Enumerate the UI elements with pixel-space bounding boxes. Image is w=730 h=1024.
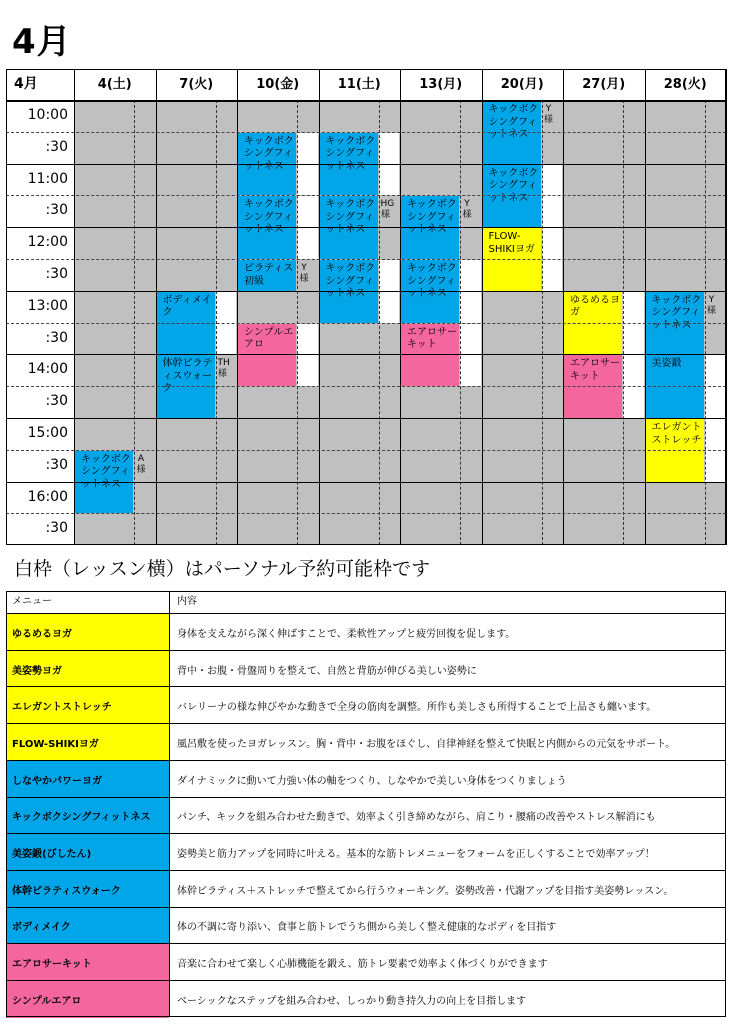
reserved-mark: Y様: [299, 263, 309, 284]
lesson-block: キックボクシングフィットネス: [401, 260, 459, 323]
column-line: [726, 69, 727, 545]
legend-menu-name: 美姿勢ヨガ: [6, 651, 169, 688]
time-label: :30: [45, 329, 68, 346]
legend-menu-name: FLOW-SHIKIヨガ: [6, 724, 169, 761]
personal-slot-note: 白枠（レッスン横）はパーソナル予約可能枠です: [14, 558, 431, 580]
legend-description: 背中・お腹・骨盤周りを整えて、自然と背筋が伸びる美しい姿勢に: [177, 665, 477, 677]
reserved-mark: Y様: [706, 294, 716, 316]
time-label: 10:00: [27, 107, 68, 123]
lesson-block: 体幹ピラティスウォーク: [157, 355, 215, 418]
lesson-block: FLOW-SHIKIヨガ: [483, 228, 541, 291]
lesson-block: キックボクシングフィットネス: [320, 260, 378, 323]
lesson-block: エレガントストレッチ: [646, 419, 704, 482]
legend-frame: [6, 591, 726, 1017]
lesson-block: ボディメイク: [157, 292, 215, 355]
legend-header-menu: メニュー: [12, 596, 52, 607]
legend-header-content: 内容: [177, 596, 197, 607]
lesson-block: キックボクシングフィットネス: [483, 165, 541, 228]
reserved-mark: Y様: [543, 104, 553, 125]
lesson-block: エアロサーキット: [564, 355, 622, 418]
time-label: :30: [45, 456, 68, 473]
legend-menu-name: エレガントストレッチ: [6, 687, 169, 724]
lesson-block: ゆるめるヨガ: [564, 292, 622, 355]
legend-description: バレリーナの様な伸びやかな動きで全身の筋肉を調整。所作も美しさも所得することで上品さも纏います。: [177, 702, 657, 714]
lesson-block: キックボクシングフィットネス: [646, 292, 704, 355]
time-label: 16:00: [27, 488, 68, 505]
lesson-block: キックボクシングフィットネス: [483, 101, 541, 164]
legend-description: ダイナミックに動いて力強い体の軸をつくり、しなやかで美しい身体をつくりましょう: [177, 775, 567, 787]
legend-menu-name: エアロサーキット: [6, 944, 169, 981]
time-label: 15:00: [27, 425, 68, 441]
legend-description: 体幹ピラティス＋ストレッチで整えてから行うウォーキング。姿勢改善・代謝アップを目指す美姿勢レッスン。: [177, 885, 674, 897]
time-label: :30: [45, 138, 68, 155]
legend-description: 音楽に合わせて楽しく心肺機能を鍛え、筋トレ要素で効率よく体づくりができます: [177, 959, 548, 971]
legend-description: 姿勢美と筋力アップを同時に叶える。基本的な筋トレメニューをフォームを正しくすることで効率アップ！: [177, 849, 655, 861]
schedule-frame: [6, 69, 726, 545]
day-header: 7(火): [179, 77, 214, 92]
time-label: 12:00: [27, 234, 68, 251]
time-label: 14:00: [27, 361, 68, 378]
page-title: 4月: [12, 22, 72, 62]
lesson-block: キックボクシングフィットネス: [320, 133, 378, 196]
lesson-block: キックボクシングフィットネス: [75, 451, 133, 514]
legend-description: 身体を支えながら深く伸ばすことで、柔軟性アップと疲労回復を促します。: [177, 628, 516, 640]
lesson-block: キックボクシングフィットネス: [320, 196, 378, 259]
day-header: 10(金): [256, 77, 300, 92]
lesson-block: キックボクシングフィットネス: [401, 196, 459, 259]
legend-menu-name: シンプルエアロ: [6, 981, 169, 1018]
lesson-block: キックボクシングフィットネス: [238, 196, 296, 259]
day-header: 20(月): [500, 77, 544, 92]
day-header: 28(火): [663, 77, 707, 92]
lesson-block: シンプルエアロ: [238, 324, 296, 387]
legend-menu-name: 美姿鍛(びしたん): [6, 834, 169, 871]
time-label: :30: [45, 393, 68, 410]
time-label: 13:00: [27, 297, 68, 314]
legend-menu-name: ボディメイク: [6, 908, 169, 945]
lesson-block: ピラティス初級: [238, 260, 296, 291]
corner-cell: 4月: [14, 76, 38, 92]
legend-menu-name: しなやかパワーヨガ: [6, 761, 169, 798]
reserved-mark: TH様: [217, 358, 230, 380]
reserved-mark: Y様: [462, 199, 472, 221]
legend-menu-name: ゆるめるヨガ: [6, 614, 169, 651]
lesson-block: キックボクシングフィットネス: [238, 133, 296, 196]
legend-description: ベーシックなステップを組み合わせ、しっかり動き持久力の向上を目指します: [177, 995, 527, 1007]
day-header: 13(月): [419, 77, 463, 92]
lesson-block: エアロサーキット: [401, 324, 459, 387]
time-label: :30: [45, 520, 68, 537]
schedule-table: [6, 69, 726, 545]
time-label: :30: [45, 266, 68, 282]
lesson-block: 美姿鍛: [646, 355, 704, 418]
legend-menu-name: 体幹ピラティスウォーク: [6, 871, 169, 908]
day-header: 27(月): [582, 77, 626, 92]
day-header: 11(土): [337, 77, 381, 92]
day-header: 4(土): [97, 77, 132, 92]
legend-menu-name: キックボクシングフィットネス: [6, 798, 169, 835]
legend-description: 体の不調に寄り添い、食事と筋トレでうち側から美しく整え健康的なボディを目指す: [177, 922, 557, 934]
time-label: 11:00: [27, 170, 68, 187]
legend-description: 風呂敷を使ったヨガレッスン。胸・背中・お腹をほぐし、自律神経を整えて快眠と内側からの元気をサポート。: [177, 738, 676, 750]
time-label: :30: [45, 202, 68, 219]
legend-table: [6, 591, 726, 1017]
reserved-mark: HG様: [380, 199, 395, 221]
reserved-mark: A様: [136, 453, 146, 475]
legend-description: パンチ、キックを組み合わせた動きで、効率よく引き締めながら、肩こり・腰痛の改善やストレス解消にも: [177, 812, 656, 824]
